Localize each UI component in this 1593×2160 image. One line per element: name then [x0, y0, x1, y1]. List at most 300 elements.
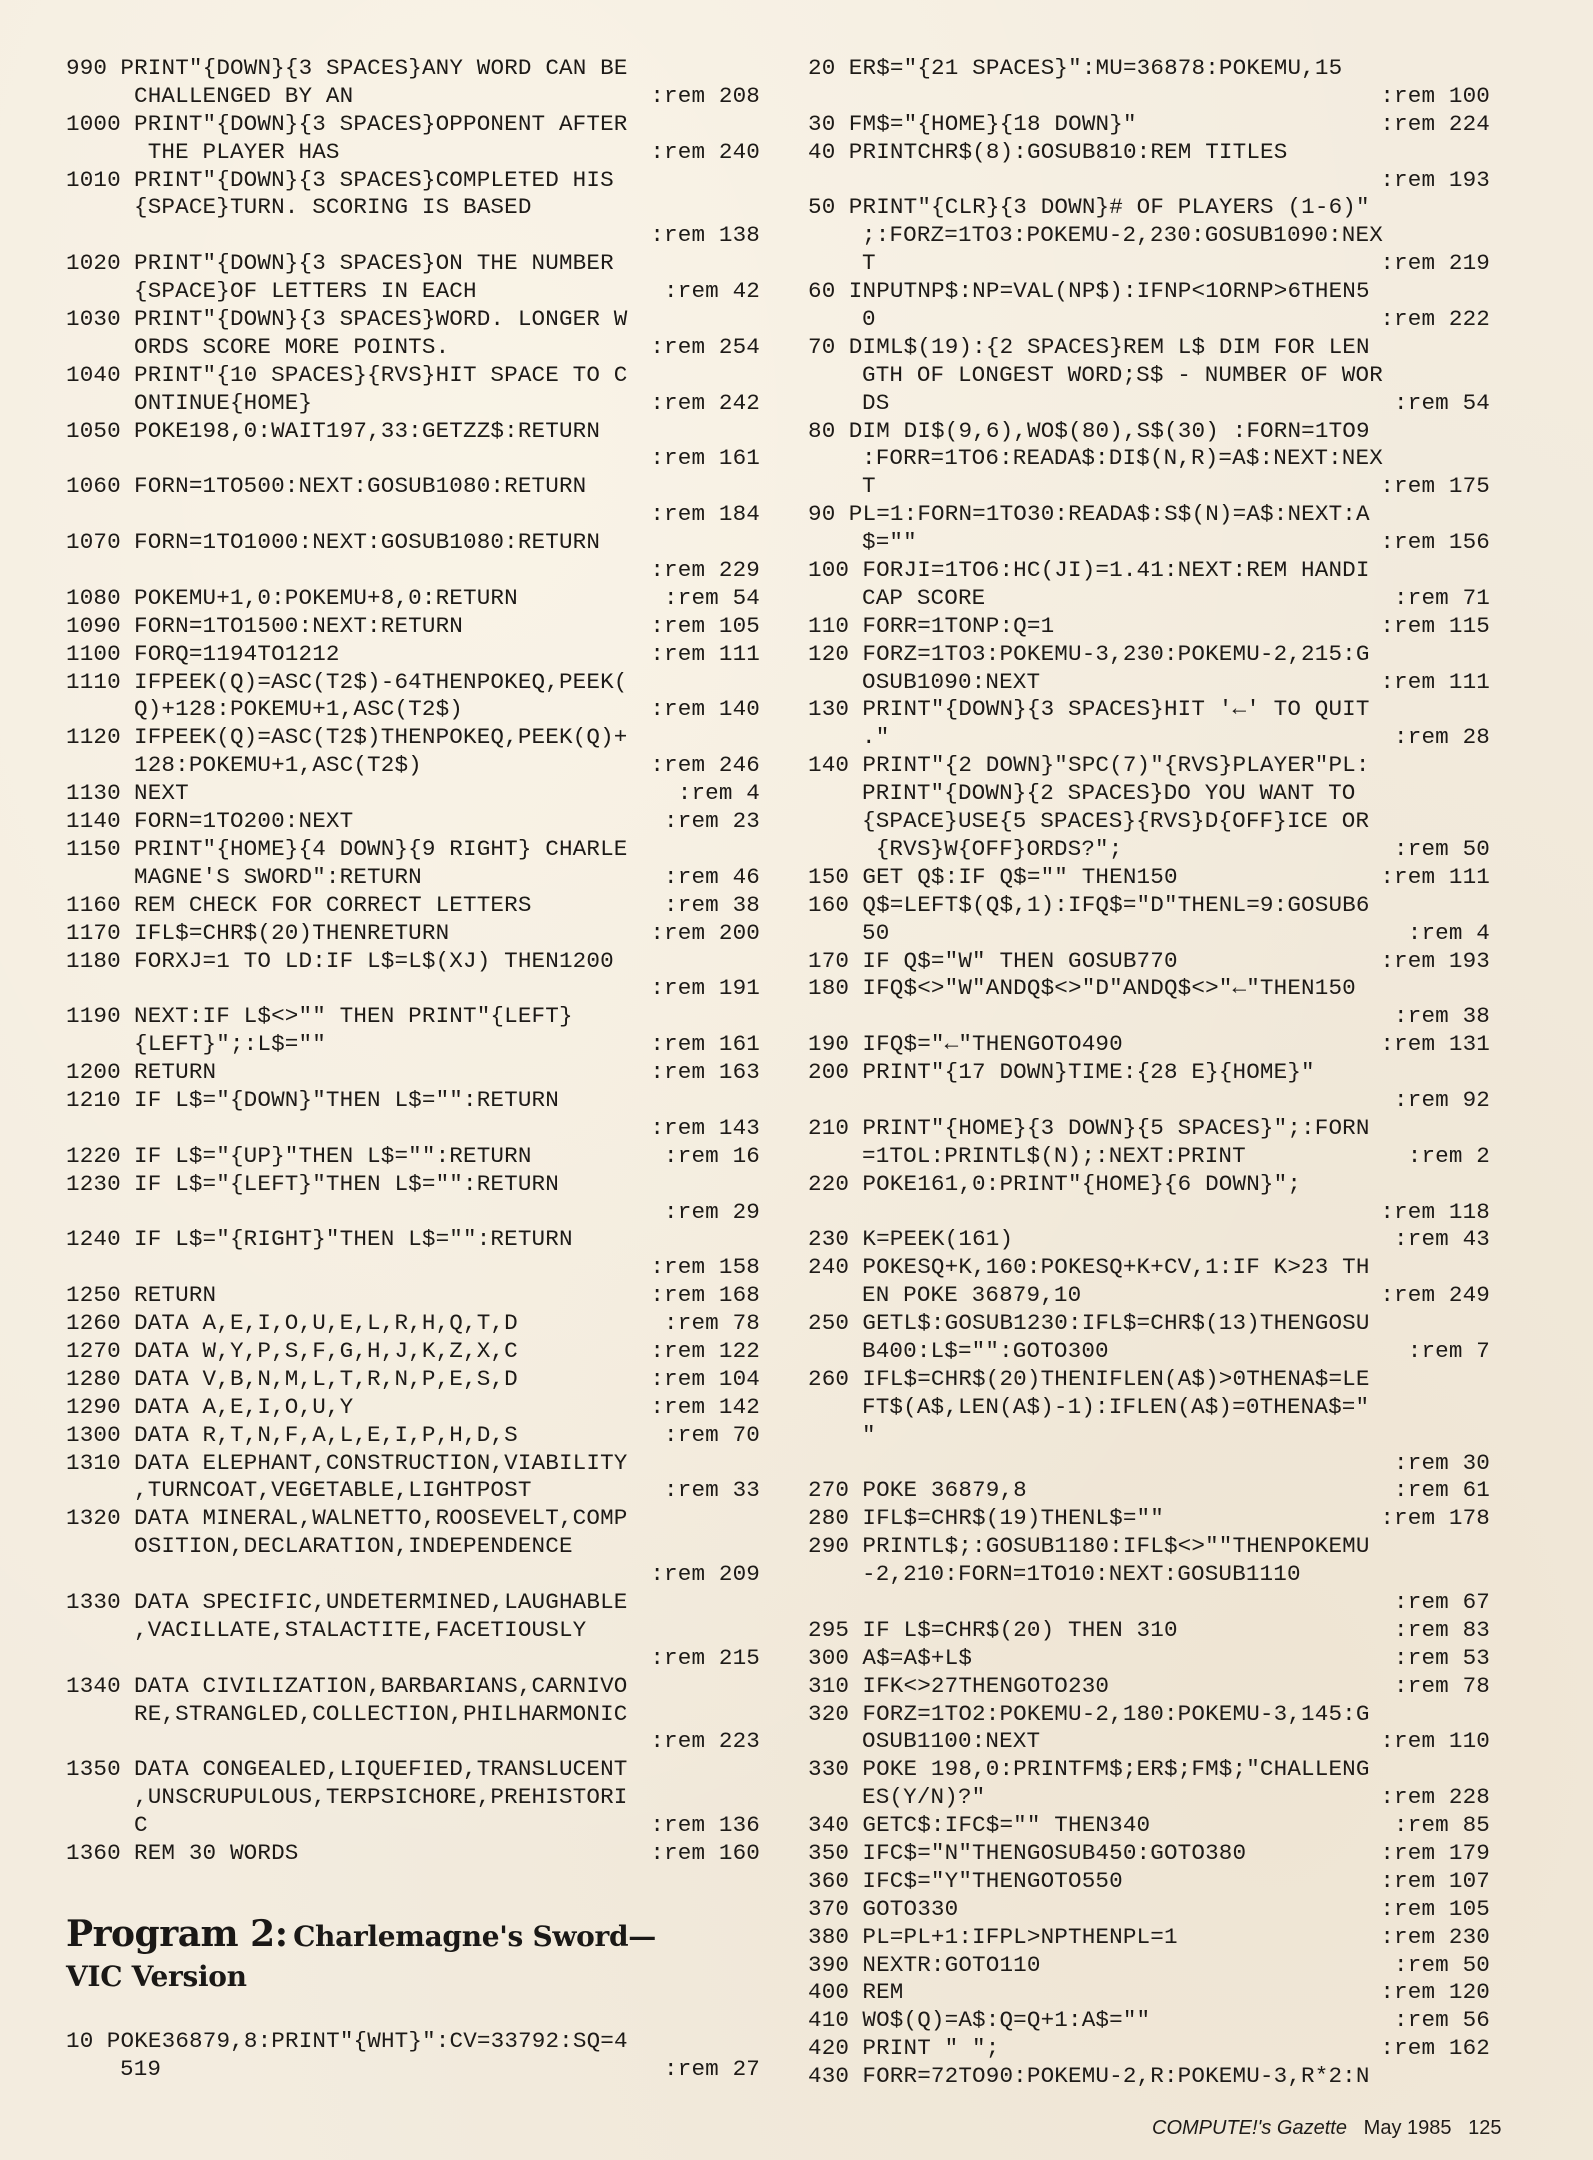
code-line-110 — [808, 613, 1490, 641]
code-visual-line — [66, 1143, 760, 1171]
listing-column-left-program-2 — [66, 2028, 760, 2084]
checksum-rem: :rem 156 — [1380, 529, 1490, 556]
code-visual-line — [66, 1784, 760, 1812]
line-number: 1200 — [66, 1059, 121, 1086]
line-number: 20 — [808, 55, 836, 81]
line-number: 420 — [808, 2035, 850, 2062]
code-visual-line — [66, 613, 760, 641]
code-line-360 — [808, 1868, 1490, 1896]
code-text: DATA W,Y,P,S,F,G,H,J,K,Z,X,C — [134, 1337, 518, 1364]
code-visual-line — [66, 1756, 760, 1784]
code-visual-line — [808, 557, 1490, 585]
code-visual-line — [66, 920, 760, 948]
checksum-rem: :rem 142 — [650, 1393, 760, 1420]
code-text: EN POKE 36879,10 — [862, 1282, 1082, 1309]
code-text: 50 — [862, 919, 890, 946]
code-text: REM — [862, 1979, 904, 2006]
code-line-1150 — [66, 836, 760, 892]
line-number: 410 — [808, 2007, 850, 2034]
code-visual-line — [808, 585, 1490, 613]
code-text: {SPACE}TURN. SCORING IS BASED — [134, 194, 532, 221]
code-text: ES(Y/N)?" — [862, 1784, 986, 1811]
checksum-rem: :rem 175 — [1380, 473, 1490, 500]
code-visual-line — [808, 306, 1490, 334]
code-visual-line — [66, 836, 760, 864]
code-visual-line — [66, 641, 760, 669]
code-text: FORN=1TO500:NEXT:GOSUB1080:RETURN — [134, 473, 587, 500]
code-text: 128:POKEMU+1,ASC(T2$) — [134, 752, 422, 779]
checksum-rem: :rem 4 — [1407, 919, 1490, 946]
code-line-90 — [808, 501, 1490, 557]
code-visual-line — [66, 55, 760, 83]
code-line-1340 — [66, 1673, 760, 1757]
checksum-rem: :rem 27 — [664, 2055, 760, 2082]
line-number: 110 — [808, 612, 850, 639]
code-text: B400:L$="":GOTO300 — [862, 1337, 1109, 1364]
code-visual-line — [66, 1728, 760, 1756]
checksum-rem: :rem 43 — [1394, 1226, 1490, 1253]
code-text: ER$="{21 SPACES}":MU=36878:POKEMU,15 — [848, 55, 1343, 81]
code-visual-line — [66, 1394, 760, 1422]
code-text: IF L$="{UP}"THEN L$="":RETURN — [134, 1142, 532, 1169]
code-text: GETC$:IFC$="" THEN340 — [862, 1812, 1151, 1839]
code-visual-line — [66, 1310, 760, 1338]
code-visual-line — [66, 892, 760, 920]
line-number: 250 — [808, 1310, 850, 1337]
code-text: WO$(Q)=A$:Q=Q+1:A$="" — [862, 2007, 1151, 2034]
code-text: FM$="{HOME}{18 DOWN}" — [848, 110, 1137, 137]
code-visual-line — [66, 724, 760, 752]
code-line-10 — [66, 2028, 760, 2084]
code-visual-line — [808, 1505, 1490, 1533]
code-line-430 — [808, 2063, 1490, 2091]
code-visual-line — [66, 1171, 760, 1199]
code-visual-line — [66, 1701, 760, 1729]
line-number: 30 — [808, 110, 836, 137]
code-text: OSUB1090:NEXT — [862, 668, 1041, 695]
code-visual-line — [808, 194, 1490, 222]
checksum-rem: :rem 38 — [1394, 1003, 1490, 1030]
code-visual-line — [808, 1840, 1490, 1868]
code-visual-line — [808, 1199, 1490, 1227]
code-text: GOTO330 — [862, 1895, 959, 1922]
checksum-rem: :rem 161 — [650, 1031, 760, 1058]
footer-magazine: COMPUTE!'s Gazette — [1152, 2117, 1347, 2139]
line-number: 1100 — [66, 640, 121, 667]
checksum-rem: :rem 200 — [650, 919, 760, 946]
checksum-rem: :rem 160 — [650, 1840, 760, 1866]
code-text: IFL$=CHR$(20)THENRETURN — [134, 919, 450, 946]
code-text: POKESQ+K,160:POKESQ+K+CV,1:IF K>23 TH — [862, 1254, 1370, 1281]
checksum-rem: :rem 224 — [1380, 110, 1490, 137]
line-number: 270 — [808, 1477, 850, 1504]
code-visual-line — [66, 1533, 760, 1561]
program-label: Program 2: — [66, 1913, 288, 1955]
code-visual-line — [808, 920, 1490, 948]
code-text: FORXJ=1 TO LD:IF L$=L$(XJ) THEN1200 — [134, 947, 614, 974]
code-line-990 — [66, 55, 760, 111]
code-text: :FORR=1TO6:READA$:DI$(N,R)=A$:NEXT:NEX — [862, 445, 1383, 472]
code-visual-line — [66, 975, 760, 1003]
code-visual-line — [66, 139, 760, 167]
checksum-rem: :rem 105 — [1380, 1895, 1490, 1922]
code-text: =1TOL:PRINTL$(N);:NEXT:PRINT — [862, 1142, 1246, 1169]
code-line-1040 — [66, 362, 760, 418]
code-line-130 — [808, 696, 1490, 752]
code-line-60 — [808, 278, 1490, 334]
code-text: PRINT"{HOME}{4 DOWN}{9 RIGHT} CHARLE — [134, 835, 628, 862]
checksum-rem: :rem 50 — [1394, 1951, 1490, 1978]
code-visual-line — [808, 83, 1490, 111]
checksum-rem: :rem 120 — [1380, 1979, 1490, 2006]
code-text: A$=A$+L$ — [862, 1644, 973, 1671]
code-visual-line — [66, 306, 760, 334]
line-number: 140 — [808, 752, 850, 779]
line-number: 1060 — [66, 473, 121, 500]
line-number: 1320 — [66, 1505, 121, 1532]
line-number: 190 — [808, 1031, 850, 1058]
code-line-1360 — [66, 1840, 760, 1868]
code-line-1210 — [66, 1087, 760, 1143]
checksum-rem: :rem 138 — [650, 222, 760, 249]
code-visual-line — [808, 1394, 1490, 1422]
code-text: {SPACE}OF LETTERS IN EACH — [134, 278, 477, 305]
checksum-rem: :rem 110 — [1380, 1728, 1490, 1755]
code-line-1180 — [66, 948, 760, 1004]
line-number: 1290 — [66, 1393, 121, 1420]
code-text: IFC$="N"THENGOSUB450:GOTO380 — [862, 1840, 1247, 1866]
line-number: 1280 — [66, 1365, 121, 1392]
code-visual-line — [808, 1422, 1490, 1450]
code-visual-line — [66, 390, 760, 418]
code-text: PRINT"{DOWN}{3 SPACES}OPPONENT AFTER — [134, 110, 628, 137]
code-line-1140 — [66, 808, 760, 836]
code-visual-line — [808, 1254, 1490, 1282]
code-visual-line — [808, 334, 1490, 362]
code-visual-line — [808, 1617, 1490, 1645]
checksum-rem: :rem 223 — [650, 1728, 760, 1755]
code-text: DATA SPECIFIC,UNDETERMINED,LAUGHABLE — [134, 1588, 628, 1615]
checksum-rem: :rem 33 — [664, 1477, 760, 1504]
code-text: RETURN — [134, 1282, 217, 1309]
code-visual-line — [66, 473, 760, 501]
checksum-rem: :rem 249 — [1380, 1282, 1490, 1309]
code-visual-line — [808, 724, 1490, 752]
line-number: 1210 — [66, 1086, 121, 1113]
code-text: T — [862, 250, 876, 277]
checksum-rem: :rem 7 — [1407, 1337, 1490, 1364]
code-text: -2,210:FORN=1TO10:NEXT:GOSUB1110 — [862, 1561, 1301, 1588]
code-visual-line — [808, 1673, 1490, 1701]
checksum-rem: :rem 118 — [1380, 1198, 1490, 1225]
line-number: 210 — [808, 1114, 850, 1141]
code-visual-line — [808, 1143, 1490, 1171]
line-number: 350 — [808, 1840, 850, 1866]
code-visual-line — [808, 529, 1490, 557]
code-text: K=PEEK(161) — [862, 1226, 1014, 1253]
checksum-rem: :rem 67 — [1394, 1588, 1490, 1615]
code-visual-line — [808, 1477, 1490, 1505]
checksum-rem: :rem 168 — [650, 1282, 760, 1309]
code-text: MAGNE'S SWORD":RETURN — [134, 863, 422, 890]
checksum-rem: :rem 30 — [1394, 1449, 1490, 1476]
checksum-rem: :rem 122 — [650, 1337, 760, 1364]
code-line-1270 — [66, 1338, 760, 1366]
code-text: FORR=1TONP:Q=1 — [862, 612, 1055, 639]
code-text: DIM DI$(9,6),WO$(80),S$(30) :FORN=1TO9 — [848, 417, 1370, 444]
code-visual-line — [808, 1059, 1490, 1087]
checksum-rem: :rem 54 — [664, 584, 760, 611]
checksum-rem: :rem 83 — [1394, 1616, 1490, 1643]
checksum-rem: :rem 105 — [650, 612, 760, 639]
code-visual-line — [66, 585, 760, 613]
code-line-1160 — [66, 892, 760, 920]
code-text: ;:FORZ=1TO3:POKEMU-2,230:GOSUB1090:NEX — [862, 222, 1383, 249]
line-number: 120 — [808, 640, 850, 667]
checksum-rem: :rem 240 — [650, 138, 760, 165]
code-line-350 — [808, 1840, 1490, 1868]
code-visual-line — [66, 529, 760, 557]
checksum-rem: :rem 158 — [650, 1254, 760, 1281]
code-text: ,TURNCOAT,VEGETABLE,LIGHTPOST — [134, 1477, 532, 1504]
line-number: 295 — [808, 1616, 850, 1643]
code-line-1250 — [66, 1282, 760, 1310]
code-text: IF L$="{LEFT}"THEN L$="":RETURN — [134, 1170, 559, 1197]
code-line-1120 — [66, 724, 760, 780]
line-number: 1330 — [66, 1588, 121, 1615]
code-line-1170 — [66, 920, 760, 948]
line-number: 1140 — [66, 808, 121, 835]
checksum-rem: :rem 56 — [1394, 2007, 1490, 2034]
checksum-rem: :rem 78 — [664, 1310, 760, 1337]
checksum-rem: :rem 104 — [650, 1365, 760, 1392]
code-line-1110 — [66, 669, 760, 725]
checksum-rem: :rem 38 — [664, 891, 760, 918]
code-visual-line — [808, 1366, 1490, 1394]
line-number: 400 — [808, 1979, 850, 2006]
code-visual-line — [66, 696, 760, 724]
line-number: 1020 — [66, 250, 121, 277]
line-number: 320 — [808, 1700, 850, 1727]
code-line-50 — [808, 194, 1490, 278]
code-text: {SPACE}USE{5 SPACES}{RVS}D{OFF}ICE OR — [862, 808, 1370, 835]
code-visual-line — [808, 1896, 1490, 1924]
code-visual-line — [66, 1840, 760, 1868]
code-visual-line — [808, 1701, 1490, 1729]
code-line-1030 — [66, 306, 760, 362]
line-number: 60 — [808, 278, 836, 305]
code-line-320 — [808, 1701, 1490, 1757]
checksum-rem: :rem 209 — [650, 1561, 760, 1588]
code-text: ,UNSCRUPULOUS,TERPSICHORE,PREHISTORI — [134, 1784, 628, 1811]
checksum-rem: :rem 136 — [650, 1812, 760, 1839]
line-number: 260 — [808, 1365, 850, 1392]
code-visual-line — [808, 864, 1490, 892]
code-text: CHALLENGED BY AN — [134, 82, 354, 109]
code-visual-line — [808, 975, 1490, 1003]
line-number: 1310 — [66, 1449, 121, 1476]
code-line-40 — [808, 139, 1490, 195]
line-number: 70 — [808, 333, 836, 360]
code-line-140 — [808, 752, 1490, 864]
code-visual-line — [808, 613, 1490, 641]
code-text: 519 — [120, 2055, 162, 2082]
code-line-1220 — [66, 1143, 760, 1171]
checksum-rem: :rem 42 — [664, 278, 760, 305]
code-text: PRINTCHR$(8):GOSUB810:REM TITLES — [848, 138, 1288, 165]
code-text: FORZ=1TO3:POKEMU-3,230:POKEMU-2,215:G — [862, 640, 1370, 667]
code-text: GETL$:GOSUB1230:IFL$=CHR$(13)THENGOSU — [862, 1310, 1370, 1337]
checksum-rem: :rem 4 — [677, 780, 760, 807]
code-visual-line — [66, 501, 760, 529]
code-text: THE PLAYER HAS — [134, 138, 340, 165]
checksum-rem: :rem 46 — [664, 863, 760, 890]
code-text: REM CHECK FOR CORRECT LETTERS — [134, 891, 532, 918]
code-visual-line — [808, 1924, 1490, 1952]
code-visual-line — [808, 1728, 1490, 1756]
checksum-rem: :rem 28 — [1394, 724, 1490, 751]
line-number: 10 — [66, 2028, 94, 2054]
code-visual-line — [808, 1031, 1490, 1059]
code-text: GTH OF LONGEST WORD;S$ - NUMBER OF WOR — [862, 361, 1383, 388]
code-line-240 — [808, 1254, 1490, 1310]
code-visual-line — [66, 1617, 760, 1645]
line-number: 1260 — [66, 1310, 121, 1337]
code-text: PRINT"{DOWN}{3 SPACES}ANY WORD CAN BE — [120, 55, 628, 81]
code-text: POKE161,0:PRINT"{HOME}{6 DOWN}"; — [862, 1170, 1302, 1197]
code-line-390 — [808, 1952, 1490, 1980]
code-line-230 — [808, 1226, 1490, 1254]
code-visual-line — [66, 1338, 760, 1366]
line-number: 1070 — [66, 529, 121, 556]
code-line-1010 — [66, 167, 760, 251]
code-line-310 — [808, 1673, 1490, 1701]
code-visual-line — [808, 250, 1490, 278]
code-visual-line — [808, 167, 1490, 195]
checksum-rem: :rem 193 — [1380, 947, 1490, 974]
code-visual-line — [808, 669, 1490, 697]
code-text: PL=PL+1:IFPL>NPTHENPL=1 — [862, 1923, 1178, 1950]
checksum-rem: :rem 208 — [650, 82, 760, 109]
code-visual-line — [808, 1310, 1490, 1338]
checksum-rem: :rem 70 — [664, 1421, 760, 1448]
code-visual-line — [808, 641, 1490, 669]
code-line-1090 — [66, 613, 760, 641]
code-text: DATA CONGEALED,LIQUEFIED,TRANSLUCENT — [134, 1756, 628, 1783]
checksum-rem: :rem 230 — [1380, 1923, 1490, 1950]
code-line-1310 — [66, 1450, 760, 1506]
line-number: 1120 — [66, 724, 121, 751]
code-text: {LEFT}";:L$="" — [134, 1031, 326, 1058]
line-number: 1150 — [66, 835, 121, 862]
code-visual-line — [66, 1226, 760, 1254]
code-text: POKE 198,0:PRINTFM$;ER$;FM$;"CHALLENG — [862, 1756, 1370, 1783]
checksum-rem: :rem 111 — [650, 640, 760, 667]
line-number: 160 — [808, 891, 850, 918]
line-number: 290 — [808, 1533, 850, 1560]
line-number: 40 — [808, 138, 836, 165]
program-title: Charlemagne's Sword— — [293, 1920, 656, 1953]
code-text: DATA R,T,N,F,A,L,E,I,P,H,D,S — [134, 1421, 518, 1448]
code-text: FORN=1TO200:NEXT — [134, 808, 354, 835]
code-visual-line — [66, 752, 760, 780]
code-visual-line — [66, 864, 760, 892]
code-visual-line — [808, 1338, 1490, 1366]
line-number: 300 — [808, 1644, 850, 1671]
line-number: 50 — [808, 194, 836, 221]
code-visual-line — [66, 1115, 760, 1143]
code-text: Q)+128:POKEMU+1,ASC(T2$) — [134, 696, 464, 723]
line-number: 130 — [808, 696, 850, 723]
checksum-rem: :rem 254 — [650, 333, 760, 360]
code-text: IFPEEK(Q)=ASC(T2$)THENPOKEQ,PEEK(Q)+ — [134, 724, 628, 751]
code-line-1240 — [66, 1226, 760, 1282]
code-text: DATA V,B,N,M,L,T,R,N,P,E,S,D — [134, 1365, 518, 1392]
checksum-rem: :rem 228 — [1380, 1784, 1490, 1811]
code-text: PRINT"{10 SPACES}{RVS}HIT SPACE TO C — [134, 361, 628, 388]
code-visual-line — [808, 1589, 1490, 1617]
code-line-1080 — [66, 585, 760, 613]
checksum-rem: :rem 107 — [1380, 1867, 1490, 1894]
line-number: 80 — [808, 417, 836, 444]
code-visual-line — [808, 501, 1490, 529]
checksum-rem: :rem 29 — [664, 1198, 760, 1225]
line-number: 1040 — [66, 361, 121, 388]
code-text: FORN=1TO1000:NEXT:GOSUB1080:RETURN — [134, 529, 601, 556]
code-line-20 — [808, 55, 1490, 111]
line-number: 990 — [66, 55, 108, 81]
code-text: {RVS}W{OFF}ORDS?"; — [862, 835, 1123, 862]
line-number: 1180 — [66, 947, 121, 974]
code-line-1280 — [66, 1366, 760, 1394]
code-line-250 — [808, 1310, 1490, 1366]
code-line-1330 — [66, 1589, 760, 1673]
code-line-1100 — [66, 641, 760, 669]
code-visual-line — [808, 418, 1490, 446]
code-visual-line — [66, 2028, 760, 2056]
code-line-70 — [808, 334, 1490, 418]
code-line-1050 — [66, 418, 760, 474]
code-text: PRINT"{HOME}{3 DOWN}{5 SPACES}";:FORN — [862, 1114, 1370, 1141]
code-line-1060 — [66, 473, 760, 529]
code-line-1000 — [66, 111, 760, 167]
code-line-1200 — [66, 1059, 760, 1087]
program-2-heading — [66, 1913, 766, 1999]
code-line-1190 — [66, 1003, 760, 1059]
code-line-1350 — [66, 1756, 760, 1840]
line-number: 1250 — [66, 1282, 121, 1309]
code-visual-line — [808, 752, 1490, 780]
code-visual-line — [66, 1673, 760, 1701]
code-text: ,VACILLATE,STALACTITE,FACETIOUSLY — [134, 1616, 587, 1643]
line-number: 1000 — [66, 110, 121, 137]
code-visual-line — [808, 1115, 1490, 1143]
code-text: DATA A,E,I,O,U,E,L,R,H,Q,T,D — [134, 1310, 518, 1337]
code-text: FT$(A$,LEN(A$)-1):IFLEN(A$)=0THENA$=" — [862, 1393, 1370, 1420]
checksum-rem: :rem 100 — [1380, 82, 1490, 109]
code-visual-line — [66, 1561, 760, 1589]
code-text: Q$=LEFT$(Q$,1):IFQ$="D"THENL=9:GOSUB6 — [862, 891, 1370, 918]
code-visual-line — [808, 1282, 1490, 1310]
code-visual-line — [808, 2063, 1490, 2091]
code-visual-line — [66, 1450, 760, 1478]
checksum-rem: :rem 111 — [1380, 668, 1490, 695]
footer-page-number: 125 — [1468, 2117, 1502, 2139]
code-text: IFK<>27THENGOTO230 — [862, 1672, 1110, 1699]
checksum-rem: :rem 163 — [650, 1059, 760, 1086]
checksum-rem: :rem 140 — [650, 696, 760, 723]
checksum-rem: :rem 92 — [1394, 1086, 1490, 1113]
